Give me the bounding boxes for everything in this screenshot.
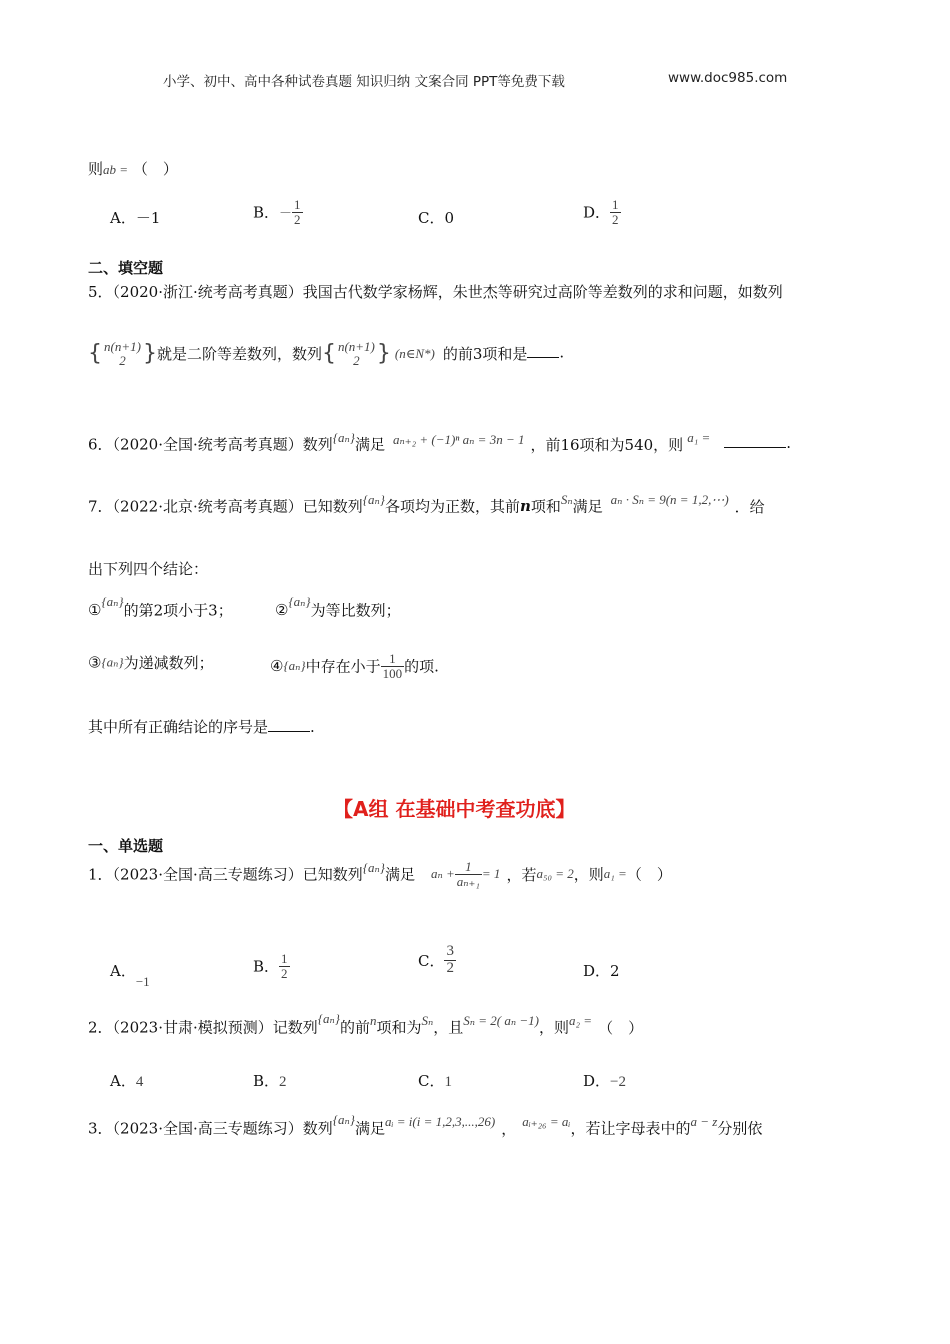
conclusion-4: ④{aₙ}中存在小于 $\frac{1}{100}$ 的项. bbox=[270, 651, 439, 681]
fraction-1-an1: $\frac{1}{\text{aₙ₊₁}}$ bbox=[456, 859, 480, 889]
header-text: 小学、初中、高中各种试卷真题 知识归纳 文案合同 PPT等免费下载 bbox=[163, 74, 565, 90]
stem-paren: （ ） bbox=[132, 160, 178, 178]
question-3: 3．（2023·全国·高三专题练习）数列{aₙ}满足aᵢ = i(i = 1,2,3,...,26) ， aᵢ₊₂₆ = aᵢ，若让字母表中的a − z分别依 bbox=[88, 1112, 763, 1138]
option-sign: － bbox=[279, 205, 293, 221]
question-1: 1．（2023·全国·高三专题练习）已知数列{aₙ}满足 aₙ + $\frac{1}{\text{aₙ₊₁}}$ = 1 ，若a₅₀ = 2，则a₁ =（ ） bbox=[88, 859, 672, 889]
option-value: －1 bbox=[135, 209, 161, 227]
option-d bbox=[583, 198, 621, 226]
question-7-line2: 出下列四个结论： bbox=[88, 560, 209, 578]
conclusion-3: ③{aₙ}为递减数列； bbox=[88, 653, 214, 672]
q2-option-c: C．1 bbox=[418, 1072, 452, 1090]
q1-option-b: B． $\frac{1}{2}$ bbox=[253, 951, 288, 981]
q2-option-a: A．4 bbox=[110, 1072, 144, 1090]
conclusion-1: ①{aₙ}的第2项小于3； bbox=[88, 594, 233, 620]
question-5-line1: 5．（2020·浙江·统考高考真题）我国古代数学家杨辉，朱世杰等研究过高阶等差数列的求和问题，如数列 bbox=[88, 283, 783, 301]
answer-blank[interactable] bbox=[268, 730, 310, 732]
section-title-single-choice: 一、单选题 bbox=[88, 837, 164, 855]
header-url[interactable]: www.doc985.com bbox=[668, 70, 788, 86]
q1-option-d: D．2 bbox=[583, 962, 620, 980]
formula-q6: aₙ₊₂ + (−1)ⁿ aₙ = 3n − 1 bbox=[392, 432, 525, 447]
option-fraction: $\frac{1}{2}$ bbox=[294, 197, 301, 227]
prev-question-stem bbox=[88, 158, 178, 179]
conclusion-2: ②{aₙ}为等比数列； bbox=[275, 594, 401, 620]
answer-blank[interactable] bbox=[724, 446, 786, 448]
formula-q7: aₙ · Sₙ = 9(n = 1,2,⋯) bbox=[610, 492, 729, 507]
stem-math: ab = bbox=[103, 162, 129, 177]
fraction-n-n1-2: n(n+1) 2 bbox=[104, 339, 141, 368]
question-7-last: 其中所有正确结论的序号是 . bbox=[88, 718, 315, 736]
option-a bbox=[110, 207, 160, 228]
question-7-line1: 7．（2022·北京·统考高考真题）已知数列{aₙ}各项均为正数，其前n项和Sₙ满足 aₙ · Sₙ = 9(n = 1,2,⋯) ．给 bbox=[88, 492, 765, 516]
question-2: 2．（2023·甘肃·模拟预测）记数列{aₙ}的前n项和为Sₙ，且Sₙ = 2( aₙ −1)，则a₂ = （ ） bbox=[88, 1011, 644, 1037]
group-title: 【A组 在基础中考查功底】 bbox=[333, 797, 576, 821]
option-b bbox=[253, 198, 303, 226]
seq-an: {aₙ} bbox=[332, 430, 355, 445]
q2-option-d: D．−2 bbox=[583, 1072, 626, 1090]
option-fraction: $\frac{1}{2}$ bbox=[612, 197, 619, 227]
option-value: 0 bbox=[444, 209, 455, 227]
option-label: A． bbox=[110, 209, 136, 227]
option-label: D． bbox=[583, 203, 611, 222]
stem-prefix: 则 bbox=[88, 160, 104, 178]
q2-option-b: B．2 bbox=[253, 1072, 287, 1090]
q1-option-c: C． $\frac{3}{2}$ bbox=[418, 943, 454, 976]
a1: a₁ = bbox=[687, 430, 711, 445]
option-label: C． bbox=[418, 209, 445, 227]
question-5-line2: { n(n+1) 2 }就是二阶等差数列，数列{ n(n+1) 2 } (n∈N*) 的前3项和是 . bbox=[88, 339, 565, 368]
question-6: 6．（2020·全国·统考高考真题）数列{aₙ}满足 aₙ₊₂ + (−1)ⁿ aₙ = 3n − 1 ，前16项和为540，则 a₁ = . bbox=[88, 430, 792, 454]
answer-blank[interactable] bbox=[527, 356, 559, 358]
q1-option-a: A．−1 bbox=[110, 962, 150, 989]
section-title-fill-in: 二、填空题 bbox=[88, 259, 164, 277]
fraction-n-n1-2b: n(n+1) 2 bbox=[337, 339, 375, 368]
option-label: B． bbox=[253, 203, 280, 222]
option-c bbox=[418, 207, 454, 228]
fraction-1-100: $\frac{1}{100}$ bbox=[382, 651, 403, 681]
